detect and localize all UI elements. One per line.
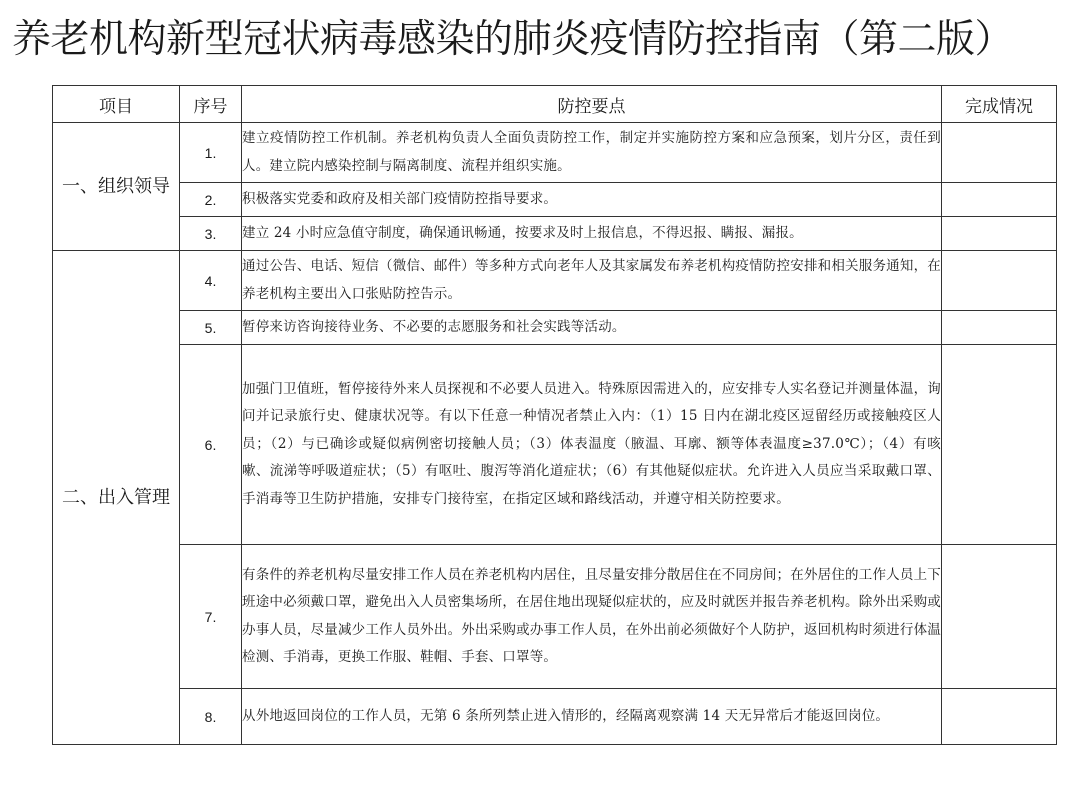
completion-cell[interactable] (942, 251, 1057, 311)
table-header-row (53, 86, 1057, 123)
completion-cell[interactable] (942, 123, 1057, 183)
item-number: 8. (180, 689, 242, 745)
item-text: 从外地返回岗位的工作人员，无第 6 条所列禁止进入情形的，经隔离观察满 14 天无异常后才能返回岗位。 (242, 689, 942, 745)
item-number: 3. (180, 217, 242, 251)
table-row (53, 217, 1057, 251)
item-text: 积极落实党委和政府及相关部门疫情防控指导要求。 (242, 183, 942, 217)
item-number: 4. (180, 251, 242, 311)
item-number: 1. (180, 123, 242, 183)
table-row (53, 311, 1057, 345)
item-text: 暂停来访咨询接待业务、不必要的志愿服务和社会实践等活动。 (242, 311, 942, 345)
table-row (53, 545, 1057, 689)
item-text: 有条件的养老机构尽量安排工作人员在养老机构内居住，且尽量安排分散居住在不同房间；在外居住的工作人员上下班途中必须戴口罩，避免出入人员密集场所，在居住地出现疑似症状的，应及时就医并报告养老机构。除外出采购或办事人员，尽量减少工作人员外出。外出采购或办事工作人员，在外出前必须做好个人防护，返回机构时须进行体温检测、手消毒，更换工作服、鞋帽、手套、口罩等。 (242, 545, 942, 689)
table-row (53, 251, 1057, 311)
prevention-checklist-table (52, 85, 1057, 745)
completion-cell[interactable] (942, 545, 1057, 689)
completion-cell[interactable] (942, 345, 1057, 545)
item-text: 建立疫情防控工作机制。养老机构负责人全面负责防控工作，制定并实施防控方案和应急预案，划片分区，责任到人。建立院内感染控制与隔离制度、流程并组织实施。 (242, 123, 942, 183)
item-number: 7. (180, 545, 242, 689)
table-row (53, 689, 1057, 745)
completion-cell[interactable] (942, 689, 1057, 745)
table-row (53, 183, 1057, 217)
section-category-access: 二、出入管理 (53, 251, 180, 745)
section-category-organization: 一、组织领导 (53, 123, 180, 251)
item-number: 2. (180, 183, 242, 217)
header-number: 序号 (180, 86, 242, 123)
item-text: 加强门卫值班，暂停接待外来人员探视和不必要人员进入。特殊原因需进入的，应安排专人实名登记并测量体温，询问并记录旅行史、健康状况等。有以下任意一种情况者禁止入内：（1）15 日内在湖北疫区逗留经历或接触疫区人员；（2）与已确诊或疑似病例密切接触人员；（3）体表温度（腋温、耳廓、额等体表温度≥37.0℃）；（4）有咳嗽、流涕等呼吸道症状；（5）有呕吐、腹泻等消化道症状；（6）有其他疑似症状。允许进入人员应当采取戴口罩、手消毒等卫生防护措施，安排专门接待室，在指定区域和路线活动，并遵守相关防控要求。 (242, 345, 942, 545)
completion-cell[interactable] (942, 217, 1057, 251)
item-number: 6. (180, 345, 242, 545)
item-text: 建立 24 小时应急值守制度，确保通讯畅通，按要求及时上报信息，不得迟报、瞒报、漏报。 (242, 217, 942, 251)
item-number: 5. (180, 311, 242, 345)
header-category: 项目 (53, 86, 180, 123)
page-title: 养老机构新型冠状病毒感染的肺炎疫情防控指南（第二版） (12, 17, 1014, 62)
table-row (53, 123, 1057, 183)
item-text: 通过公告、电话、短信（微信、邮件）等多种方式向老年人及其家属发布养老机构疫情防控安排和相关服务通知，在养老机构主要出入口张贴防控告示。 (242, 251, 942, 311)
header-points: 防控要点 (242, 86, 942, 123)
table-row (53, 345, 1057, 545)
completion-cell[interactable] (942, 311, 1057, 345)
header-status: 完成情况 (942, 86, 1057, 123)
completion-cell[interactable] (942, 183, 1057, 217)
